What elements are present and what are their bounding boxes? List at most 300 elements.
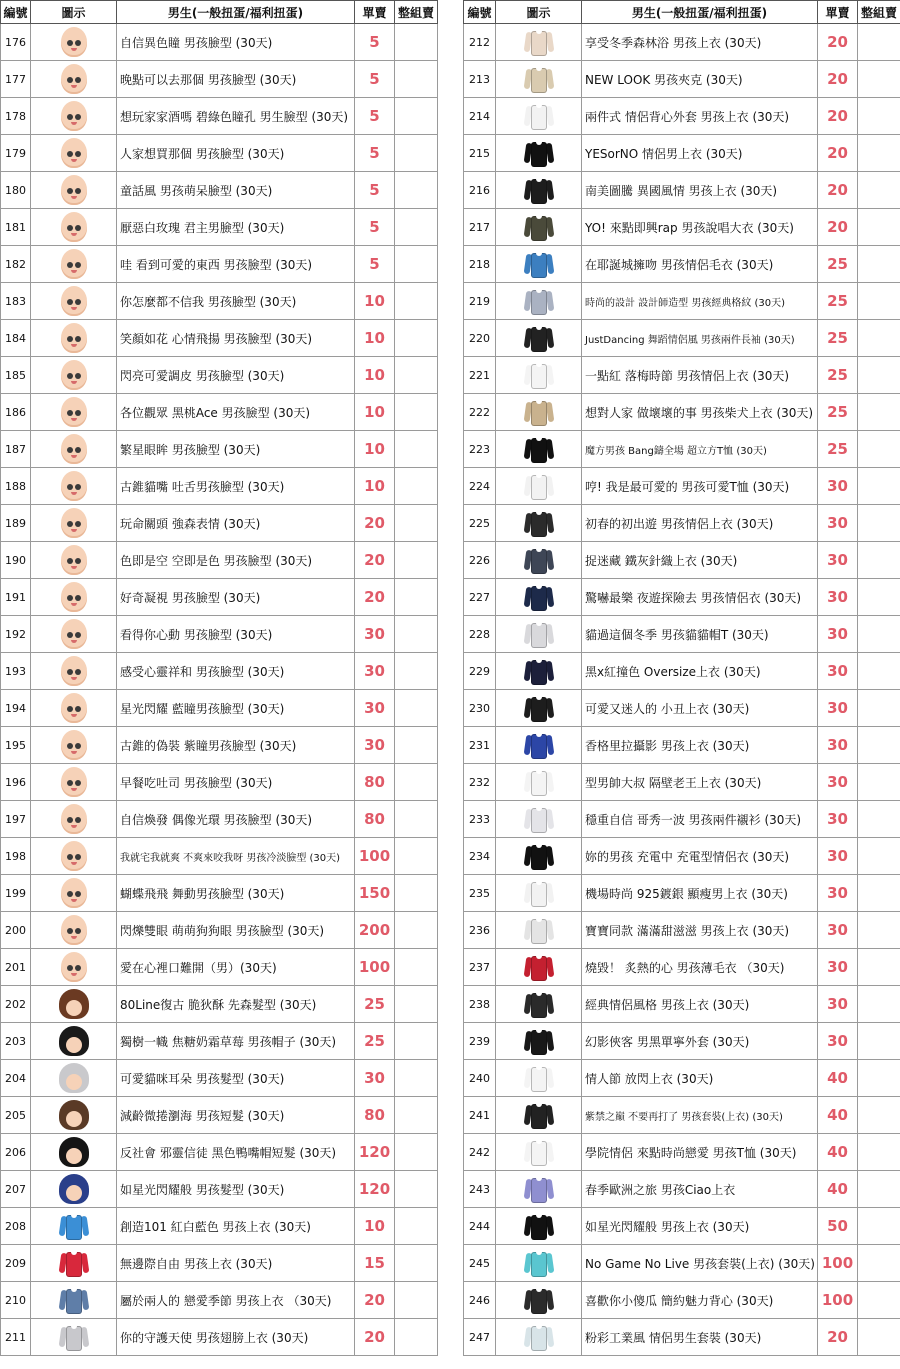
item-icon-cell [496,949,582,986]
item-name: 一點紅 落梅時節 男孩情侶上衣 (30天) [582,357,818,394]
item-icon-cell [496,653,582,690]
item-set-price [858,172,900,209]
item-set-price [395,949,438,986]
item-number: 182 [1,246,31,283]
shirt-icon [524,508,554,538]
shirt-icon [524,804,554,834]
item-icon-cell [31,61,117,98]
item-number: 210 [1,1282,31,1319]
item-icon-cell [496,1023,582,1060]
item-name: 厭惡白玫瑰 君主男臉型 (30天) [117,209,355,246]
item-name: 想玩家家酒嗎 碧綠色瞳孔 男生臉型 (30天) [117,98,355,135]
item-set-price [858,431,900,468]
item-icon-cell [496,505,582,542]
item-name: 春季歐洲之旅 男孩Ciao上衣 [582,1171,818,1208]
table-row [1,24,438,61]
item-name: 感受心靈祥和 男孩臉型 (30天) [117,653,355,690]
item-set-price [395,912,438,949]
item-icon-cell [31,283,117,320]
item-set-price [858,283,900,320]
table-row [1,1097,438,1134]
item-set-price [858,1023,900,1060]
item-set-price [858,394,900,431]
item-price: 30 [818,949,858,986]
item-set-price [395,875,438,912]
item-set-price [395,320,438,357]
item-set-price [858,690,900,727]
item-set-price [395,1023,438,1060]
table-row [464,653,900,690]
item-set-price [395,616,438,653]
item-price: 25 [355,1023,395,1060]
item-name: 好奇凝視 男孩臉型 (30天) [117,579,355,616]
shirt-icon [524,101,554,131]
item-name: 各位觀眾 黑桃Ace 男孩臉型 (30天) [117,394,355,431]
item-icon-cell [31,801,117,838]
item-name: 機場時尚 925鍍銀 顯瘦男上衣 (30天) [582,875,818,912]
table-header-row [464,1,900,24]
table-row [1,727,438,764]
shirt-icon [524,656,554,686]
item-set-price [395,542,438,579]
item-price: 100 [355,838,395,875]
item-name: 初春的初出遊 男孩情侶上衣 (30天) [582,505,818,542]
item-name: 型男帥大叔 隔壁老王上衣 (30天) [582,764,818,801]
item-set-price [395,431,438,468]
shirt-icon [524,1248,554,1278]
item-set-price [858,949,900,986]
face-icon [61,545,87,575]
table-row [1,394,438,431]
item-icon-cell [31,616,117,653]
item-number: 180 [1,172,31,209]
item-set-price [858,764,900,801]
left-table-body [1,24,438,1356]
item-price: 10 [355,357,395,394]
item-price: 20 [355,1319,395,1356]
face-icon [61,249,87,279]
item-name: 自信煥發 偶像光環 男孩臉型 (30天) [117,801,355,838]
shirt-icon [524,138,554,168]
item-set-price [858,98,900,135]
item-name: 兩件式 情侶背心外套 男孩上衣 (30天) [582,98,818,135]
item-set-price [858,24,900,61]
item-price: 30 [355,1060,395,1097]
item-set-price [395,1245,438,1282]
item-number: 244 [464,1208,496,1245]
item-name: 閃亮可愛調皮 男孩臉型 (30天) [117,357,355,394]
item-number: 217 [464,209,496,246]
table-row [464,579,900,616]
item-name: JustDancing 舞蹈情侶風 男孩兩件長袖 (30天) [582,320,818,357]
item-icon-cell [31,172,117,209]
item-number: 189 [1,505,31,542]
item-price: 30 [355,727,395,764]
item-icon-cell [31,394,117,431]
item-icon-cell [31,653,117,690]
table-row [464,875,900,912]
item-name: 魔方男孩 Bang鑄全場 超立方T恤 (30天) [582,431,818,468]
item-set-price [858,727,900,764]
shirt-icon [524,989,554,1019]
item-number: 187 [1,431,31,468]
item-price: 30 [355,616,395,653]
item-icon-cell [496,875,582,912]
table-row [464,1245,900,1282]
item-price: 20 [818,209,858,246]
item-price: 100 [818,1245,858,1282]
item-name: 如星光閃耀般 男孩髮型 (30天) [117,1171,355,1208]
item-number: 239 [464,1023,496,1060]
item-icon-cell [496,727,582,764]
shirt-icon [524,1322,554,1352]
item-price: 10 [355,394,395,431]
item-name: 捉迷藏 鐵灰針織上衣 (30天) [582,542,818,579]
item-number: 211 [1,1319,31,1356]
item-name: 玩命關頭 強森表情 (30天) [117,505,355,542]
left-price-table [0,0,438,1356]
table-row [464,616,900,653]
item-name: 燒毀！ 炙熱的心 男孩薄毛衣 （30天) [582,949,818,986]
item-icon-cell [496,1319,582,1356]
face-icon [61,101,87,131]
item-name: 閃爍雙眼 萌萌狗狗眼 男孩臉型 (30天) [117,912,355,949]
item-number: 238 [464,986,496,1023]
item-number: 196 [1,764,31,801]
item-set-price [858,209,900,246]
item-icon-cell [31,912,117,949]
table-row [1,320,438,357]
item-set-price [395,1060,438,1097]
shirt-icon [59,1285,89,1315]
item-price: 5 [355,24,395,61]
table-row [464,727,900,764]
table-row [1,1245,438,1282]
item-icon-cell [31,320,117,357]
item-set-price [395,394,438,431]
item-number: 191 [1,579,31,616]
right-table-body [464,24,900,1356]
shirt-icon [524,915,554,945]
item-name: 蝴蝶飛飛 舞動男孩臉型 (30天) [117,875,355,912]
item-name: 晚點可以去那個 男孩臉型 (30天) [117,61,355,98]
item-set-price [395,1282,438,1319]
item-icon-cell [31,764,117,801]
shirt-icon [524,1100,554,1130]
item-set-price [395,505,438,542]
item-icon-cell [31,1097,117,1134]
item-icon-cell [496,912,582,949]
face-icon [61,656,87,686]
face-icon [61,619,87,649]
item-number: 184 [1,320,31,357]
shirt-icon [524,323,554,353]
item-name: 情人節 放閃上衣 (30天) [582,1060,818,1097]
table-row [1,431,438,468]
table-row [464,98,900,135]
item-number: 247 [464,1319,496,1356]
item-price: 25 [818,246,858,283]
face-icon [61,915,87,945]
item-set-price [858,357,900,394]
item-number: 190 [1,542,31,579]
item-number: 235 [464,875,496,912]
shirt-icon [524,841,554,871]
item-set-price [395,1319,438,1356]
item-name: 古錐的偽裝 紫瞳男孩臉型 (30天) [117,727,355,764]
item-price: 20 [818,24,858,61]
item-number: 215 [464,135,496,172]
item-set-price [858,542,900,579]
item-icon-cell [31,727,117,764]
item-set-price [858,1060,900,1097]
item-price: 30 [818,764,858,801]
item-price: 100 [818,1282,858,1319]
item-name: 自信異色瞳 男孩臉型 (30天) [117,24,355,61]
item-set-price [395,690,438,727]
item-name: 笑顏如花 心情飛揚 男孩臉型 (30天) [117,320,355,357]
shirt-icon [524,952,554,982]
item-number: 243 [464,1171,496,1208]
item-name: 繁星眼眸 男孩臉型 (30天) [117,431,355,468]
item-icon-cell [496,209,582,246]
face-icon [61,767,87,797]
item-icon-cell [31,542,117,579]
item-icon-cell [496,61,582,98]
item-number: 232 [464,764,496,801]
item-number: 199 [1,875,31,912]
item-price: 15 [355,1245,395,1282]
item-icon-cell [31,24,117,61]
item-name: 80Line復古 脆狄酥 先森髮型 (30天) [117,986,355,1023]
table-row [1,468,438,505]
table-row [1,838,438,875]
item-number: 185 [1,357,31,394]
item-icon-cell [496,542,582,579]
shirt-icon [524,582,554,612]
hair-icon [59,1063,89,1093]
item-price: 10 [355,320,395,357]
item-set-price [395,579,438,616]
item-price: 25 [818,320,858,357]
table-row [464,505,900,542]
item-price: 30 [818,505,858,542]
item-name: 哼! 我是最可愛的 男孩可愛T恤 (30天) [582,468,818,505]
shirt-icon [524,1063,554,1093]
item-price: 30 [818,727,858,764]
item-icon-cell [496,246,582,283]
hair-icon [59,1137,89,1167]
item-price: 25 [818,394,858,431]
item-name: 星光閃耀 藍瞳男孩臉型 (30天) [117,690,355,727]
face-icon [61,27,87,57]
shirt-icon [524,730,554,760]
item-number: 202 [1,986,31,1023]
item-number: 203 [1,1023,31,1060]
item-price: 5 [355,61,395,98]
table-row [1,209,438,246]
table-row [464,912,900,949]
table-row [1,1319,438,1356]
item-icon-cell [496,1245,582,1282]
item-name: 古錐貓嘴 吐舌男孩臉型 (30天) [117,468,355,505]
item-price: 30 [818,1023,858,1060]
header-price: 單賣 [818,1,858,24]
table-row [464,801,900,838]
item-set-price [395,727,438,764]
header-set: 整組賣 [395,1,438,24]
item-number: 220 [464,320,496,357]
item-price: 20 [818,135,858,172]
table-row [1,986,438,1023]
face-icon [61,138,87,168]
face-icon [61,582,87,612]
table-row [1,1023,438,1060]
shirt-icon [524,64,554,94]
item-name: 經典情侶風格 男孩上衣 (30天) [582,986,818,1023]
table-header-row [1,1,438,24]
item-number: 216 [464,172,496,209]
item-set-price [395,1208,438,1245]
item-icon-cell [496,1134,582,1171]
item-icon-cell [496,986,582,1023]
item-number: 176 [1,24,31,61]
header-set: 整組賣 [858,1,900,24]
item-name: YESorNO 情侶男上衣 (30天) [582,135,818,172]
item-price: 120 [355,1171,395,1208]
item-price: 10 [355,1208,395,1245]
table-row [1,1060,438,1097]
item-set-price [395,1097,438,1134]
item-icon-cell [496,394,582,431]
item-icon-cell [496,283,582,320]
item-icon-cell [496,1060,582,1097]
item-name: 愛在心裡口難開（男）(30天) [117,949,355,986]
item-name: 喜歡你小傻瓜 簡約魅力背心 (30天) [582,1282,818,1319]
item-number: 240 [464,1060,496,1097]
face-icon [61,508,87,538]
item-price: 5 [355,172,395,209]
item-name: 無邊際自由 男孩上衣 (30天) [117,1245,355,1282]
table-row [1,172,438,209]
item-number: 177 [1,61,31,98]
item-number: 237 [464,949,496,986]
item-number: 229 [464,653,496,690]
item-number: 218 [464,246,496,283]
item-name: 如星光閃耀般 男孩上衣 (30天) [582,1208,818,1245]
shirt-icon [59,1211,89,1241]
shirt-icon [524,175,554,205]
item-icon-cell [31,1282,117,1319]
item-name: 幻影俠客 男黑單寧外套 (30天) [582,1023,818,1060]
right-price-table [463,0,900,1356]
table-row [1,542,438,579]
item-set-price [395,986,438,1023]
item-price: 20 [818,1319,858,1356]
item-set-price [858,875,900,912]
table-row [464,61,900,98]
table-row [464,1282,900,1319]
item-price: 30 [818,838,858,875]
item-price: 50 [818,1208,858,1245]
item-number: 228 [464,616,496,653]
item-number: 178 [1,98,31,135]
item-icon-cell [496,431,582,468]
item-set-price [858,320,900,357]
item-price: 30 [818,986,858,1023]
table-row [464,838,900,875]
table-row [464,764,900,801]
table-row [1,98,438,135]
item-price: 20 [818,172,858,209]
table-row [464,1208,900,1245]
face-icon [61,434,87,464]
shirt-icon [524,619,554,649]
item-name: 想對人家 做壞壞的事 男孩柴犬上衣 (30天) [582,394,818,431]
item-set-price [858,912,900,949]
item-set-price [858,505,900,542]
item-name: 可愛貓咪耳朵 男孩髮型 (30天) [117,1060,355,1097]
item-number: 205 [1,1097,31,1134]
item-name: 香格里拉攝影 男孩上衣 (30天) [582,727,818,764]
item-icon-cell [31,1319,117,1356]
item-number: 245 [464,1245,496,1282]
item-number: 207 [1,1171,31,1208]
item-number: 234 [464,838,496,875]
table-row [464,209,900,246]
item-name: 反社會 邪靈信徒 黑色鴨嘴帽短髮 (30天) [117,1134,355,1171]
face-icon [61,693,87,723]
item-price: 25 [818,431,858,468]
item-set-price [395,283,438,320]
table-row [464,172,900,209]
item-number: 186 [1,394,31,431]
item-name: 你的守護天使 男孩翅膀上衣 (30天) [117,1319,355,1356]
item-price: 80 [355,1097,395,1134]
item-price: 30 [818,542,858,579]
item-number: 227 [464,579,496,616]
item-icon-cell [31,357,117,394]
table-row [464,690,900,727]
header-icon: 圖示 [31,1,117,24]
item-icon-cell [31,135,117,172]
item-price: 40 [818,1060,858,1097]
item-set-price [858,1097,900,1134]
shirt-icon [524,397,554,427]
header-name: 男生(一般扭蛋/福利扭蛋) [117,1,355,24]
item-icon-cell [31,690,117,727]
item-price: 5 [355,135,395,172]
item-price: 5 [355,209,395,246]
table-row [464,394,900,431]
item-number: 213 [464,61,496,98]
item-name: No Game No Live 男孩套裝(上衣) (30天) [582,1245,818,1282]
item-icon-cell [496,1097,582,1134]
item-number: 221 [464,357,496,394]
item-icon-cell [496,579,582,616]
item-price: 30 [355,653,395,690]
item-icon-cell [31,875,117,912]
item-price: 25 [818,357,858,394]
item-set-price [858,1171,900,1208]
item-price: 30 [818,653,858,690]
item-price: 80 [355,764,395,801]
face-icon [61,175,87,205]
item-set-price [858,838,900,875]
item-icon-cell [31,98,117,135]
item-number: 188 [1,468,31,505]
item-name: 享受冬季森林浴 男孩上衣 (30天) [582,24,818,61]
